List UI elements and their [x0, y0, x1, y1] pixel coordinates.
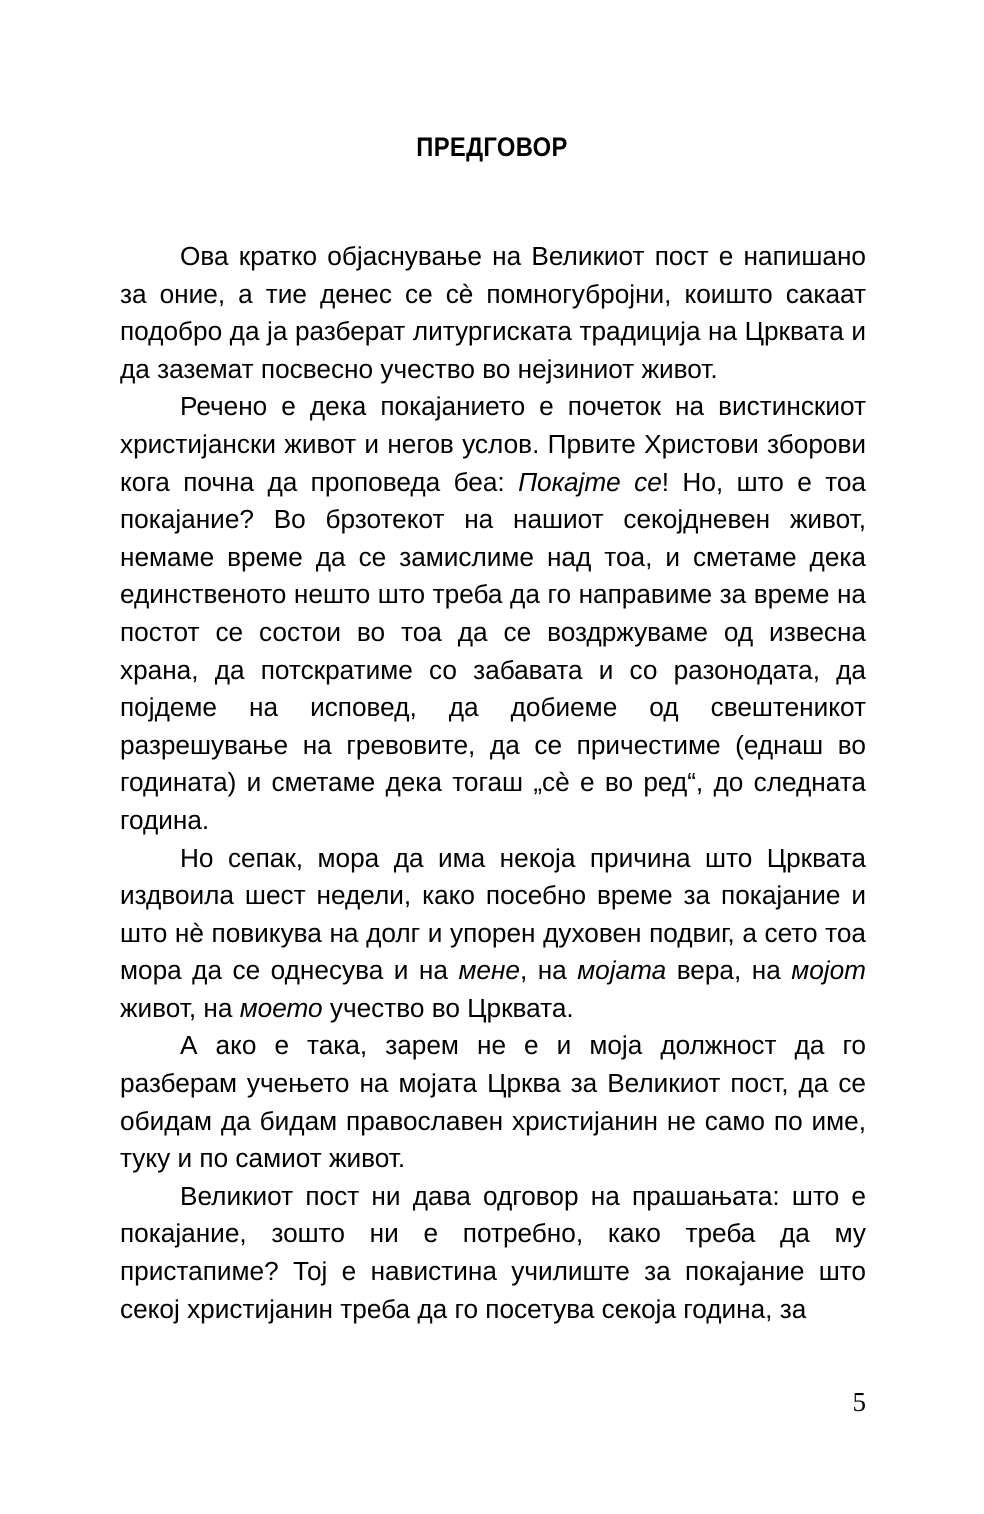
emphasised-text: мојата [577, 955, 667, 986]
paragraph: Речено е дека покајанието е почеток на вистинскиот христијански живот и негов услов. Првите Христови зборови кога почна да проповеда беа: Покајте се! Но, што е тоа покајание? Во брзотекот на нашиот секојдневен живот, немаме време да се замислиме над тоа, и сметаме дека единственото нешто што треба да го направиме за време на постот се состои во тоа да се воздржуваме од извесна храна, да потскратиме со забавата и со разонодата, да појдеме на исповед, да добиеме од свештеникот разрешување на гревовите, да се причестиме (еднаш во годината) и сметаме дека тогаш „сè е во ред“, до следната година. [120, 391, 866, 835]
page-number: 5 [852, 1387, 866, 1417]
page-title: ПРЕДГОВОР [416, 132, 568, 162]
body-text-block [120, 238, 866, 1328]
paragraph: Но сепак, мора да има некоја причина што Црквата издвоила шест недели, како посебно време за покајание и што нè повикува на долг и упорен духовен подвиг, а сето тоа мора да се однесува и на мене, на мојата вера, на мојот живот, на моето учество во Црквата. [120, 842, 866, 1023]
paragraph: Великиот пост ни дава одговор на прашањата: што е покајание, зошто ни е потребно, како треба да му пристапиме? Тој е навистина училиште за покајание што секој христијанин треба да го посетува секоја година, за [120, 1180, 866, 1324]
emphasised-text: моето [239, 992, 323, 1023]
emphasised-text: Покајте се [518, 466, 662, 497]
paragraph: А ако е така, зарем не е и моја должност да го разберам учењето на мојата Црква за Великиот пост, да се обидам да бидам православен христијанин не само по име, туку и по самиот живот. [120, 1030, 866, 1174]
emphasised-text: мене [458, 955, 520, 986]
paragraph: Ова кратко објаснување на Великиот пост е напишано за оние, а тие денес се сè помногубројни, коишто сакаат подобро да ја разберат литургиската традиција на Црквата и да заземат посвесно учество во нејзиниот живот. [120, 241, 866, 384]
emphasised-text: мојот [791, 955, 866, 986]
